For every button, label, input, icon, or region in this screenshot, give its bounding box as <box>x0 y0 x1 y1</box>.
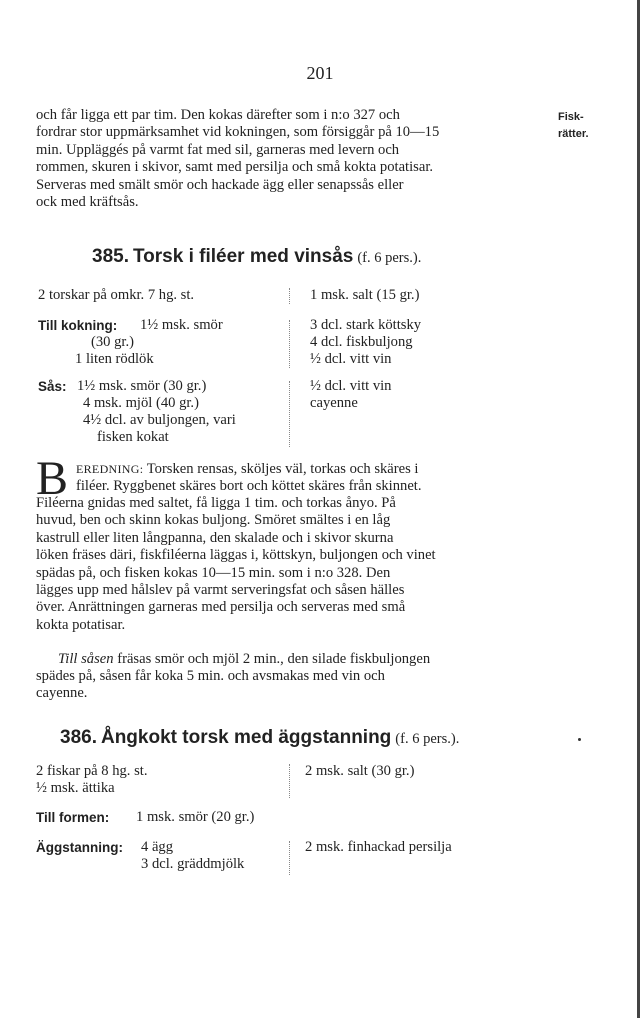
column-divider <box>289 841 290 875</box>
sauce-italic: Till såsen <box>58 651 114 667</box>
text-line: lägges upp med hålslev på varmt serveringsfat och såsen hälles <box>36 582 405 599</box>
ingredient: 2 msk. salt (30 gr.) <box>305 763 415 779</box>
formen-label: Till formen: <box>36 810 110 825</box>
recipe-servings: (f. 6 pers.). <box>395 731 460 747</box>
column-divider <box>289 764 290 798</box>
text-line: min. Uppläggés på varmt fat med sil, garneras med levern och <box>36 141 400 158</box>
text-line: Torsken rensas, sköljes väl, torkas och skäres i <box>146 461 419 477</box>
ingredient: (30 gr.) <box>91 334 134 350</box>
ingredient: 3 dcl. stark köttsky <box>310 317 422 333</box>
ingredient: 2 msk. finhackad persilja <box>305 839 452 855</box>
text-line: kokta potatisar. <box>36 616 126 633</box>
text-line: huvud, ben och skinn kokas buljong. Smöret smältes i en låg <box>36 512 391 529</box>
ingredient: 4 msk. mjöl (40 gr.) <box>83 395 199 411</box>
text-line: fräsas smör och mjöl 2 min., den silade fiskbuljongen <box>117 651 431 667</box>
ingredient: ½ dcl. vitt vin <box>310 351 392 367</box>
side-label <box>558 109 589 143</box>
side-label-line: rätter. <box>558 128 589 140</box>
column-divider <box>289 381 290 447</box>
drop-cap: B <box>36 452 69 505</box>
text-line: löken fräses däri, fiskfiléerna läggas i, köttskyn, buljongen och vinet <box>36 547 436 564</box>
column-divider <box>289 288 290 304</box>
text-line: spädas på, och fisken kokas 10—15 min. som i n:o 328. Den <box>36 564 391 581</box>
method-heading: EREDNING: <box>76 462 144 476</box>
ingredient: 2 fiskar på 8 hg. st. <box>36 763 148 779</box>
text-line: Serveras med smält smör och hackade ägg eller senapssås eller <box>36 176 404 193</box>
method-paragraph <box>36 495 436 634</box>
text-line: spädes på, såsen får koka 5 min. och avsmakas med vin och <box>36 668 385 684</box>
recipe-385-heading <box>92 246 421 268</box>
ingredient: 1½ msk. smör (30 gr.) <box>77 378 207 394</box>
text-line: rommen, skuren i skivor, samt med persilja och små kokta potatisar. <box>36 159 434 176</box>
ingredient: 2 torskar på omkr. 7 hg. st. <box>38 287 195 303</box>
recipe-number: 385. <box>92 246 129 267</box>
text-line: filéer. Ryggbenet skäres bort och köttet skäres från skinnet. <box>76 478 422 494</box>
ingredient: 3 dcl. gräddmjölk <box>141 856 245 872</box>
text-line: ock med kräftsås. <box>36 194 139 211</box>
stray-mark <box>578 738 581 741</box>
ingredient: ½ dcl. vitt vin <box>310 378 392 394</box>
ingredient: 4 dcl. fiskbuljong <box>310 334 413 350</box>
ingredient: 1 liten rödlök <box>75 351 154 367</box>
recipe-title: Torsk i filéer med vinsås <box>132 246 354 267</box>
ingredient: 1 msk. salt (15 gr.) <box>310 287 420 303</box>
column-divider <box>289 320 290 368</box>
ingredient: fisken kokat <box>97 429 169 445</box>
page-number: 201 <box>306 63 334 83</box>
sauce-paragraph <box>36 668 385 703</box>
recipe-number: 386. <box>60 727 97 748</box>
method-line <box>76 461 419 478</box>
recipe-386-heading <box>60 727 459 749</box>
text-line: över. Anrättningen garneras med persilja och serveras med små <box>36 599 406 616</box>
ingredient: 1½ msk. smör <box>140 317 223 333</box>
sas-label: Sås: <box>38 379 67 394</box>
text-line: kastrull eller liten långpanna, den skalade och i skivor skurna <box>36 529 394 546</box>
ingredient: cayenne <box>310 395 358 411</box>
recipe-title: Ångkokt torsk med äggstanning <box>100 727 392 748</box>
intro-paragraph <box>36 107 439 211</box>
ingredient: 1 msk. smör (20 gr.) <box>136 809 255 825</box>
text-line: och får ligga ett par tim. Den kokas därefter som i n:o 327 och <box>36 107 400 123</box>
text-line: Filéerna gnidas med saltet, få ligga 1 tim. och torkas ånyo. På <box>36 495 396 511</box>
kokning-label: Till kokning: <box>38 318 118 333</box>
aggstanning-label: Äggstanning: <box>36 840 123 855</box>
side-label-line: Fisk- <box>558 111 584 123</box>
ingredient: ½ msk. ättika <box>36 780 115 796</box>
ingredient: 4½ dcl. av buljongen, vari <box>83 412 236 428</box>
text-line: fordrar stor uppmärksamhet vid kokningen, som försiggår på 10—15 <box>36 124 440 141</box>
recipe-servings: (f. 6 pers.). <box>357 250 422 266</box>
text-line: cayenne. <box>36 685 88 702</box>
sauce-line <box>58 651 430 668</box>
ingredient: 4 ägg <box>141 839 174 855</box>
